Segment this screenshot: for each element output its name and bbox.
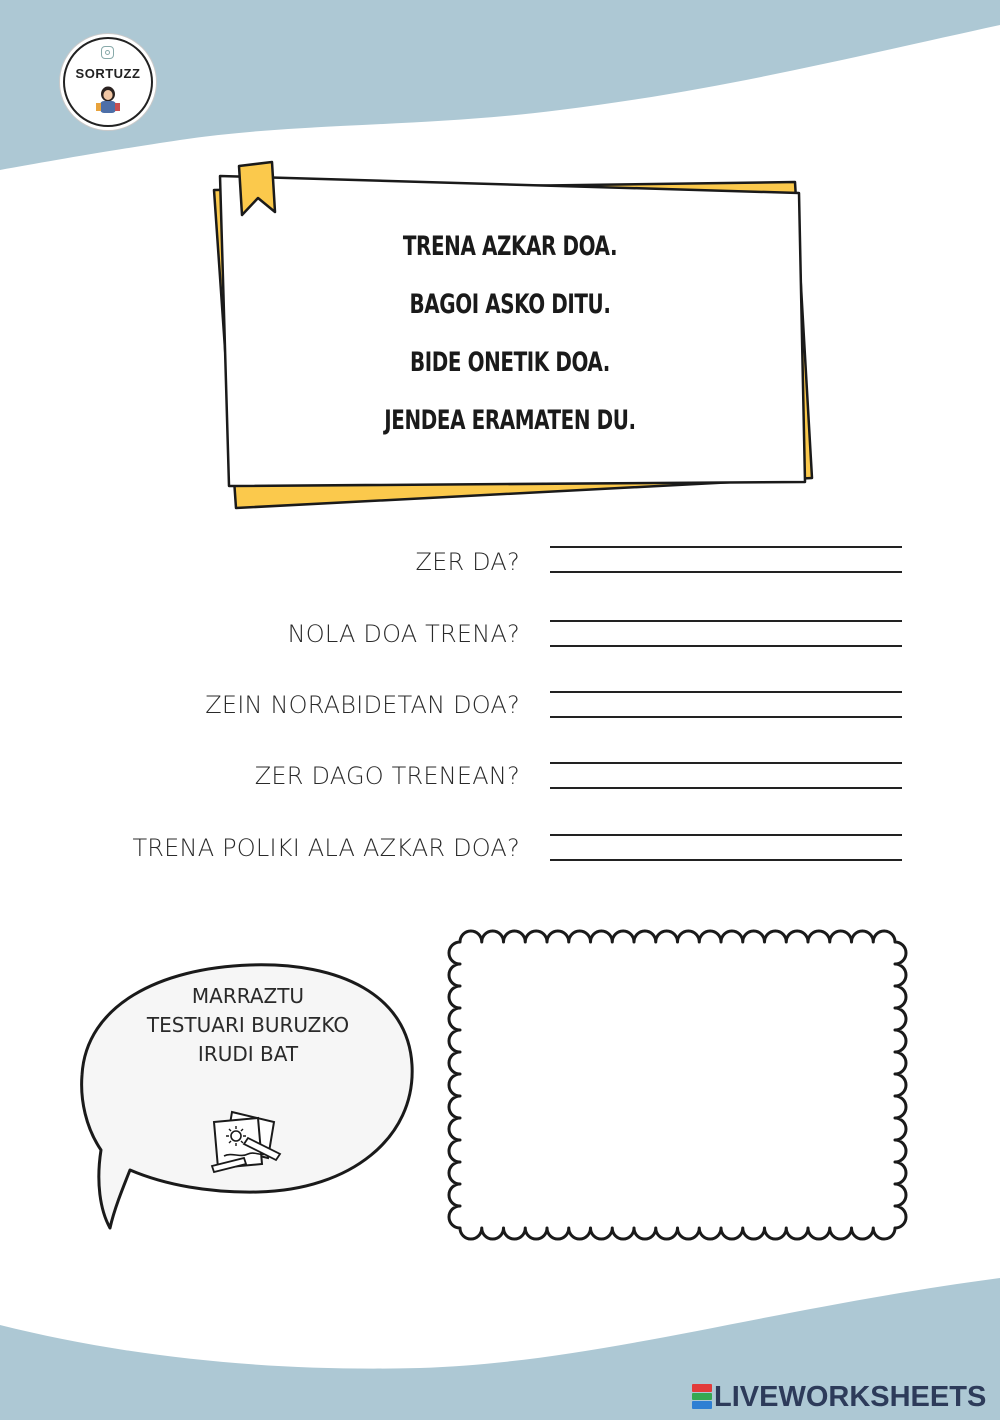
answer-line[interactable] (550, 546, 902, 548)
reading-text (300, 218, 720, 450)
logo-text: SORTUZZ (75, 66, 141, 81)
liveworksheets-logo (692, 1382, 986, 1412)
reading-line: TRENA AZKAR DOA. (402, 231, 618, 262)
question-row (60, 530, 940, 590)
question-label: NOLA DOA TRENA? (287, 620, 520, 648)
reading-line: BAGOI ASKO DITU. (409, 289, 611, 320)
drawing-papers-icon (208, 1108, 288, 1176)
reading-line: BIDE ONETIK DOA. (410, 347, 610, 378)
answer-line[interactable] (550, 691, 902, 693)
answer-line[interactable] (550, 787, 902, 789)
question-row (60, 816, 940, 876)
question-row (60, 602, 940, 662)
answer-line[interactable] (550, 620, 902, 622)
question-label: TRENA POLIKI ALA AZKAR DOA? (132, 834, 520, 862)
question-row (60, 673, 940, 733)
drawing-area[interactable] (470, 955, 880, 1210)
instagram-icon (101, 46, 114, 59)
draw-prompt-line: IRUDI BAT (197, 1042, 299, 1066)
draw-prompt (128, 982, 368, 1069)
answer-line[interactable] (550, 834, 902, 836)
answer-line[interactable] (550, 716, 902, 718)
liveworksheets-mark-icon (692, 1384, 712, 1410)
answer-line[interactable] (550, 762, 902, 764)
liveworksheets-text: LIVEWORKSHEETS (714, 1380, 987, 1413)
sortuzz-logo (63, 37, 153, 127)
answer-line[interactable] (550, 859, 902, 861)
question-label: ZER DAGO TRENEAN? (254, 762, 520, 790)
answer-line[interactable] (550, 571, 902, 573)
draw-prompt-line: TESTUARI BURUZKO (146, 1013, 350, 1037)
answer-line[interactable] (550, 645, 902, 647)
draw-prompt-line: MARRAZTU (191, 984, 305, 1008)
question-label: ZEIN NORABIDETAN DOA? (205, 691, 520, 719)
reading-line: JENDEA ERAMATEN DU. (384, 405, 636, 436)
question-row (60, 744, 940, 804)
avatar-icon (95, 85, 121, 115)
question-label: ZER DA? (415, 548, 520, 576)
